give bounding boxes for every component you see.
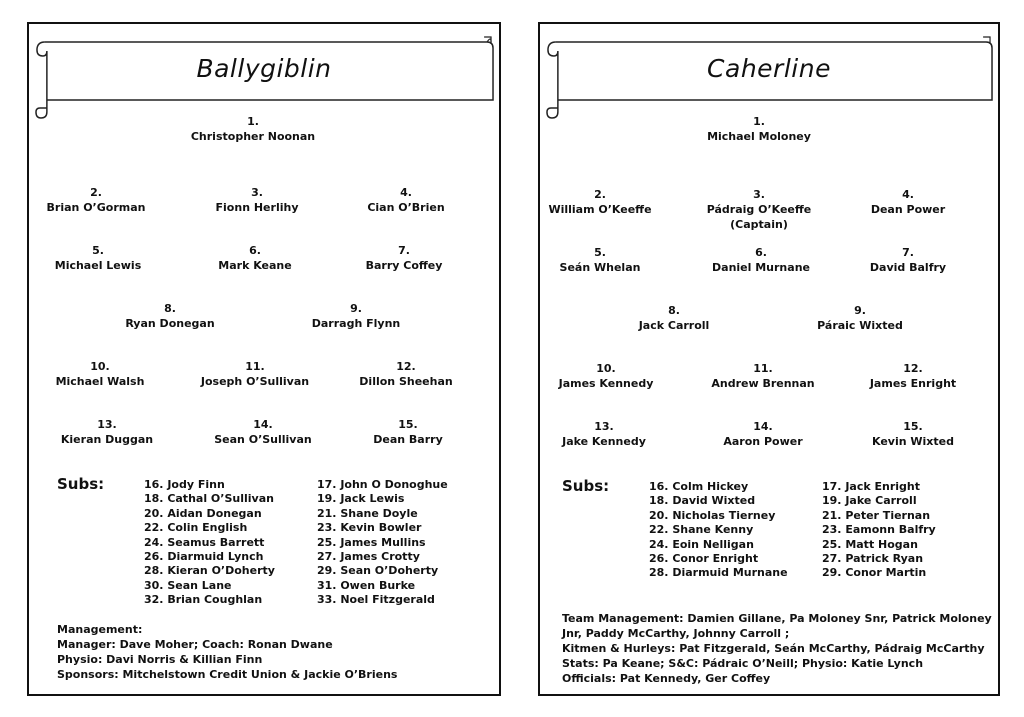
player-4 — [367, 185, 444, 215]
title-scroll-banner — [33, 34, 495, 120]
player-name: Michael Walsh — [55, 375, 145, 388]
player-number: 15. — [903, 420, 923, 433]
sub-entry: 17. Jack Enright — [822, 480, 921, 493]
player-10 — [559, 361, 654, 391]
subs-list-odd — [822, 480, 936, 581]
management-line: Sponsors: Mitchelstown Credit Union & Jackie O’Briens — [57, 668, 398, 681]
player-name: Jake Kennedy — [562, 435, 646, 448]
management-line: Officials: Pat Kennedy, Ger Coffey — [562, 672, 771, 685]
player-14 — [723, 419, 802, 449]
player-name: Sean O’Sullivan — [214, 433, 312, 446]
player-name: William O’Keeffe — [548, 203, 652, 216]
player-number: 2. — [594, 188, 606, 201]
player-5 — [560, 245, 641, 275]
player-2 — [47, 185, 146, 215]
player-9 — [817, 303, 903, 333]
sub-entry: 28. Diarmuid Murnane — [649, 566, 788, 580]
player-5 — [55, 243, 142, 273]
player-9 — [312, 301, 400, 331]
player-number: 9. — [350, 302, 362, 315]
player-name: Andrew Brennan — [711, 377, 815, 390]
player-number: 4. — [400, 186, 412, 199]
player-name: Christopher Noonan — [190, 130, 316, 143]
player-7 — [366, 243, 443, 273]
sub-entry: 18. David Wixted — [649, 494, 756, 508]
player-name: Michael Moloney — [707, 130, 811, 143]
player-12 — [870, 361, 956, 391]
sub-entry: 20. Nicholas Tierney — [649, 508, 776, 522]
player-name: James Enright — [869, 377, 957, 390]
player-name: James Kennedy — [558, 377, 654, 390]
player-name: Aaron Power — [723, 435, 803, 448]
player-number: 11. — [753, 362, 773, 375]
player-name: David Balfry — [869, 261, 947, 274]
sub-entry: 25. James Mullins — [317, 535, 426, 549]
player-name: Jack Carroll — [638, 319, 710, 332]
player-11 — [711, 361, 814, 391]
management-block — [57, 622, 397, 682]
subs-list-even — [144, 478, 275, 608]
player-number: 1. — [753, 115, 765, 128]
sub-entry: 23. Kevin Bowler — [317, 521, 422, 535]
player-name: Fionn Herlihy — [215, 201, 299, 214]
player-3 — [216, 185, 299, 215]
player-name: Dean Barry — [373, 433, 443, 446]
player-name: Michael Lewis — [54, 259, 142, 272]
player-number: 13. — [594, 420, 614, 433]
player-number: 6. — [755, 246, 767, 259]
management-line: Kitmen & Hurleys: Pat Fitzgerald, Seán McCarthy, Pádraig McCarthy — [562, 642, 985, 655]
player-name: Páraic Wixted — [817, 319, 903, 332]
player-name: Darragh Flynn — [311, 317, 401, 330]
player-number: 10. — [596, 362, 616, 375]
sub-entry: 26. Diarmuid Lynch — [144, 550, 264, 564]
player-number: 11. — [245, 360, 265, 373]
sub-entry: 27. Patrick Ryan — [822, 552, 924, 566]
player-2 — [548, 187, 651, 217]
subs-label: Subs: — [562, 477, 610, 495]
management-line: Stats: Pa Keane; S&C: Pádraic O’Neill; Physio: Katie Lynch — [562, 657, 924, 670]
player-number: 10. — [90, 360, 110, 373]
player-number: 8. — [164, 302, 176, 315]
player-name: Kieran Duggan — [60, 433, 154, 446]
player-number: 5. — [594, 246, 606, 259]
team-title: Ballygiblin — [196, 54, 332, 83]
player-6 — [712, 245, 810, 275]
management-line: Jnr, Paddy McCarthy, Johnny Carroll ; — [562, 627, 790, 640]
player-name: Pádraig O’Keeffe — [706, 203, 812, 216]
management-line: Physio: Davi Norris & Killian Finn — [57, 653, 263, 666]
player-number: 12. — [903, 362, 923, 375]
sub-entry: 21. Peter Tiernan — [822, 508, 931, 522]
player-15 — [872, 419, 954, 449]
sub-entry: 21. Shane Doyle — [317, 506, 418, 520]
player-name: Daniel Murnane — [712, 261, 810, 274]
player-name: Barry Coffey — [365, 259, 443, 272]
player-number: 14. — [253, 418, 273, 431]
player-8 — [639, 303, 710, 333]
player-number: 5. — [92, 244, 104, 257]
player-15 — [373, 417, 443, 447]
player-number: 9. — [854, 304, 866, 317]
team-sheet-caherline — [538, 22, 1000, 696]
sub-entry: 24. Seamus Barrett — [144, 535, 265, 549]
player-12 — [359, 359, 452, 389]
sub-entry: 22. Shane Kenny — [649, 523, 754, 537]
sub-entry: 19. Jake Carroll — [822, 494, 917, 508]
player-number: 13. — [97, 418, 117, 431]
player-11 — [201, 359, 309, 389]
sub-entry: 25. Matt Hogan — [822, 537, 918, 551]
management-line: Team Management: Damien Gillane, Pa Moloney Snr, Patrick Moloney — [562, 612, 992, 625]
player-name: Dillon Sheehan — [359, 375, 453, 388]
sub-entry: 16. Jody Finn — [144, 478, 225, 491]
sub-entry: 24. Eoin Nelligan — [649, 537, 754, 551]
management-block — [562, 611, 992, 686]
player-name: Joseph O’Sullivan — [200, 375, 310, 388]
management-line: Manager: Dave Moher; Coach: Ronan Dwane — [57, 638, 333, 651]
player-number: 2. — [90, 186, 102, 199]
subs-list-even — [649, 480, 788, 581]
player-name: Kevin Wixted — [872, 435, 954, 448]
player-number: 3. — [251, 186, 263, 199]
player-3 — [707, 187, 812, 232]
player-name: Mark Keane — [218, 259, 292, 272]
sub-entry: 31. Owen Burke — [317, 578, 416, 592]
player-1 — [707, 114, 811, 144]
sub-entry: 20. Aidan Donegan — [144, 506, 262, 520]
team-title: Caherline — [707, 54, 831, 83]
player-number: 7. — [398, 244, 410, 257]
player-14 — [214, 417, 312, 447]
sub-entry: 17. John O Donoghue — [317, 478, 448, 491]
subs-list-odd — [317, 478, 448, 608]
player-name: Dean Power — [870, 203, 946, 216]
sub-entry: 22. Colin English — [144, 521, 248, 535]
sub-entry: 28. Kieran O’Doherty — [144, 564, 275, 578]
player-number: 4. — [902, 188, 914, 201]
player-13 — [61, 417, 153, 447]
sub-entry: 23. Eamonn Balfry — [822, 523, 936, 537]
sub-entry: 16. Colm Hickey — [649, 480, 749, 493]
player-4 — [871, 187, 945, 217]
player-name: Brian O’Gorman — [46, 201, 146, 214]
player-number: 8. — [668, 304, 680, 317]
management-line: Management: — [57, 623, 143, 636]
player-number: 3. — [753, 188, 765, 201]
sub-entry: 27. James Crotty — [317, 550, 420, 564]
player-number: 15. — [398, 418, 418, 431]
subs-label: Subs: — [57, 475, 105, 493]
player-6 — [218, 243, 291, 273]
sub-entry: 29. Sean O’Doherty — [317, 564, 439, 578]
sub-entry: 26. Conor Enright — [649, 552, 759, 566]
sub-entry: 19. Jack Lewis — [317, 492, 405, 506]
sub-entry: 33. Noel Fitzgerald — [317, 593, 435, 607]
player-name: Seán Whelan — [559, 261, 641, 274]
sub-entry: 29. Conor Martin — [822, 566, 927, 580]
title-scroll-banner — [544, 34, 994, 120]
player-number: 7. — [902, 246, 914, 259]
player-8 — [125, 301, 214, 331]
player-10 — [56, 359, 145, 389]
player-number: 12. — [396, 360, 416, 373]
player-name: Cian O’Brien — [367, 201, 445, 214]
player-number: 6. — [249, 244, 261, 257]
sub-entry: 18. Cathal O’Sullivan — [144, 492, 274, 506]
team-sheet-ballygiblin — [27, 22, 501, 696]
player-number: 14. — [753, 420, 773, 433]
player-name: Ryan Donegan — [125, 317, 215, 330]
sub-entry: 32. Brian Coughlan — [144, 593, 263, 607]
sub-entry: 30. Sean Lane — [144, 578, 232, 592]
captain-note: (Captain) — [730, 218, 788, 231]
player-1 — [191, 114, 315, 144]
player-7 — [870, 245, 946, 275]
player-13 — [562, 419, 646, 449]
player-number: 1. — [247, 115, 259, 128]
